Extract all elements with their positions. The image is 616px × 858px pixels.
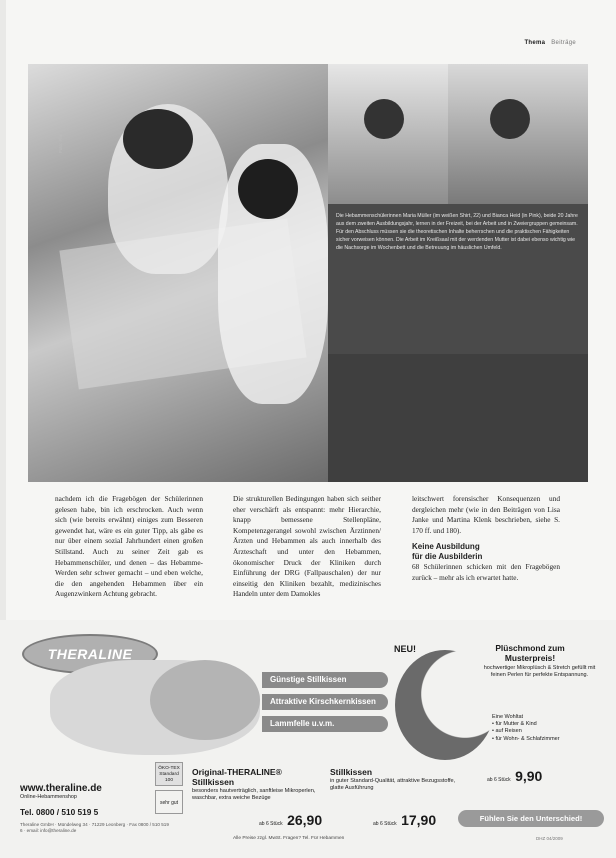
- column-3-text-b: 68 Schülerinnen schicken mit den Fragebögen zurück – mehr als ich erwartet hatte.: [412, 562, 560, 582]
- contact-website[interactable]: www.theraline.de Online-Hebammenshop: [20, 783, 102, 800]
- rating-seal-icon: sehr gut: [155, 790, 183, 814]
- article-body: [55, 494, 580, 606]
- product-pill-1: Günstige Stillkissen: [262, 672, 388, 688]
- moon-offer-description: hochwertiger Mikroplüsch & Stretch gefüllt mit feinen Perlen für perfekte Entspannung.: [483, 665, 596, 679]
- header-subsection: Beiträge: [551, 40, 576, 46]
- product-original-price: ab 6 Stück 26,90: [259, 812, 323, 828]
- article-column-1: nachdem ich die Fragebögen der Schülerinnen gelesen habe, bin ich erschrocken. Auch wenn sich (wie bereits erwähnt) einiges zum Besseren gewendet hat, wäre es ein guter Tipp, als gäbe es nur über einem soziaI Jahrhundert einen großen Stillstand. Auch zu seiner Zeit gab es Hebammenschüler, und denen – das Hebamme-Werden sehr schwer gemacht – und eben welche, die den angehenden Hebammen über ein Augenzwinkern Achtung gebracht.: [55, 494, 203, 599]
- photo-inset-right: [448, 64, 588, 204]
- baby-image: [150, 660, 260, 740]
- theraline-logo: THERALINE: [22, 634, 158, 674]
- photo-main-students: [28, 64, 328, 482]
- new-badge: NEU!: [394, 644, 416, 654]
- article-photo: [28, 64, 588, 482]
- page-footer-number: DHZ 04/2009: [536, 836, 563, 841]
- photo-caption: Die Hebammenschülerinnen Maria Müller (im weißen Shirt, 22) und Bianca Heid (in Pink), beide 20 Jahre aus dem zweiten Ausbildungsjahr, lernen in der Freizeit, bei der Arbeit und in Zweiergruppen gemeinsam. Für den Abschluss müssen sie die theoretischen Inhalte beherrschen und die praktischen Fähigkeiten sicher vorweisen können. Die Arbeit im Kreißsaal mit der werdenden Mutter ist dabei ebenso wichtig wie die Nachsorge im Wochenbett und die Betreuung im häuslichen Umfeld.: [328, 204, 588, 354]
- photo-credit: Foto: Phil: [58, 134, 63, 154]
- moon-offer-title: Plüschmond zum Musterpreis!: [495, 643, 565, 663]
- header-section: Thema: [524, 40, 546, 46]
- article-column-2: Die strukturellen Bedingungen haben sich seither eher verschärft als entspannt: mehr Hierarchie, knapp bemessene Stellenpläne, Kompetenzgerangel sowohl zwischen Ärztinnen/Ärzten und Hebammen als auch innerhalb des Ärzteschaft und unter den Hebammen, ökonomischer Druck der Kliniken durch Einführung der DRG (Fallpauschalen) der nur einseitig den Kliniken bezahlt, medizinisches Handeln unter dem Damokles: [233, 494, 381, 599]
- oeko-tex-seal-icon: ÖKO-TEX Standard 100: [155, 762, 183, 786]
- product-standard-stillkissen: Stillkissen in guter Standard-Qualität, attraktive Bezugsstoffe, glatte Ausführung: [330, 767, 456, 791]
- moon-price: ab 6 Stück 9,90: [487, 768, 543, 784]
- plush-moon-image: [395, 650, 495, 760]
- moon-benefits: Eine Wohltat • für Mutter & Kind • auf Reisen • für Wohn- & Schlafzimmer: [492, 714, 560, 742]
- legal-note: Alle Preise zzgl. MwSt. Fragen? Tel. Für Hebammen: [233, 836, 345, 841]
- contact-address: Theraline GmbH · Mündelweg 34 · 71229 Leonberg · Fax 0800 / 510 519 6 · email: info@theraline.de: [20, 822, 169, 833]
- running-header: [524, 40, 576, 46]
- photo-inset-left: [328, 64, 448, 204]
- product-standard-price: ab 6 Stück 17,90: [373, 812, 437, 828]
- subheading: Keine Ausbildung für die Ausbilderin: [412, 542, 483, 562]
- product-original-stillkissen: Original-THERALINE® Stillkissen besonders hautverträglich, sanftleise Mikroperlen, waschbar, extra weiche Bezüge: [192, 767, 316, 802]
- contact-phone: Tel. 0800 / 510 519 5: [20, 807, 99, 817]
- cta-banner: Fühlen Sie den Unterschied!: [458, 810, 604, 827]
- column-3-text: leitschwert forensischer Konsequenzen und dergleichen mehr (wie in den Beiträgen von Lisa Janke und Martina Klenk beschrieben, siehe S. 170 ff. und 180).: [412, 494, 560, 535]
- product-pill-3: Lammfelle u.v.m.: [262, 716, 388, 732]
- product-pill-2: Attraktive Kirschkernkissen: [262, 694, 388, 710]
- article-column-3: [412, 494, 560, 584]
